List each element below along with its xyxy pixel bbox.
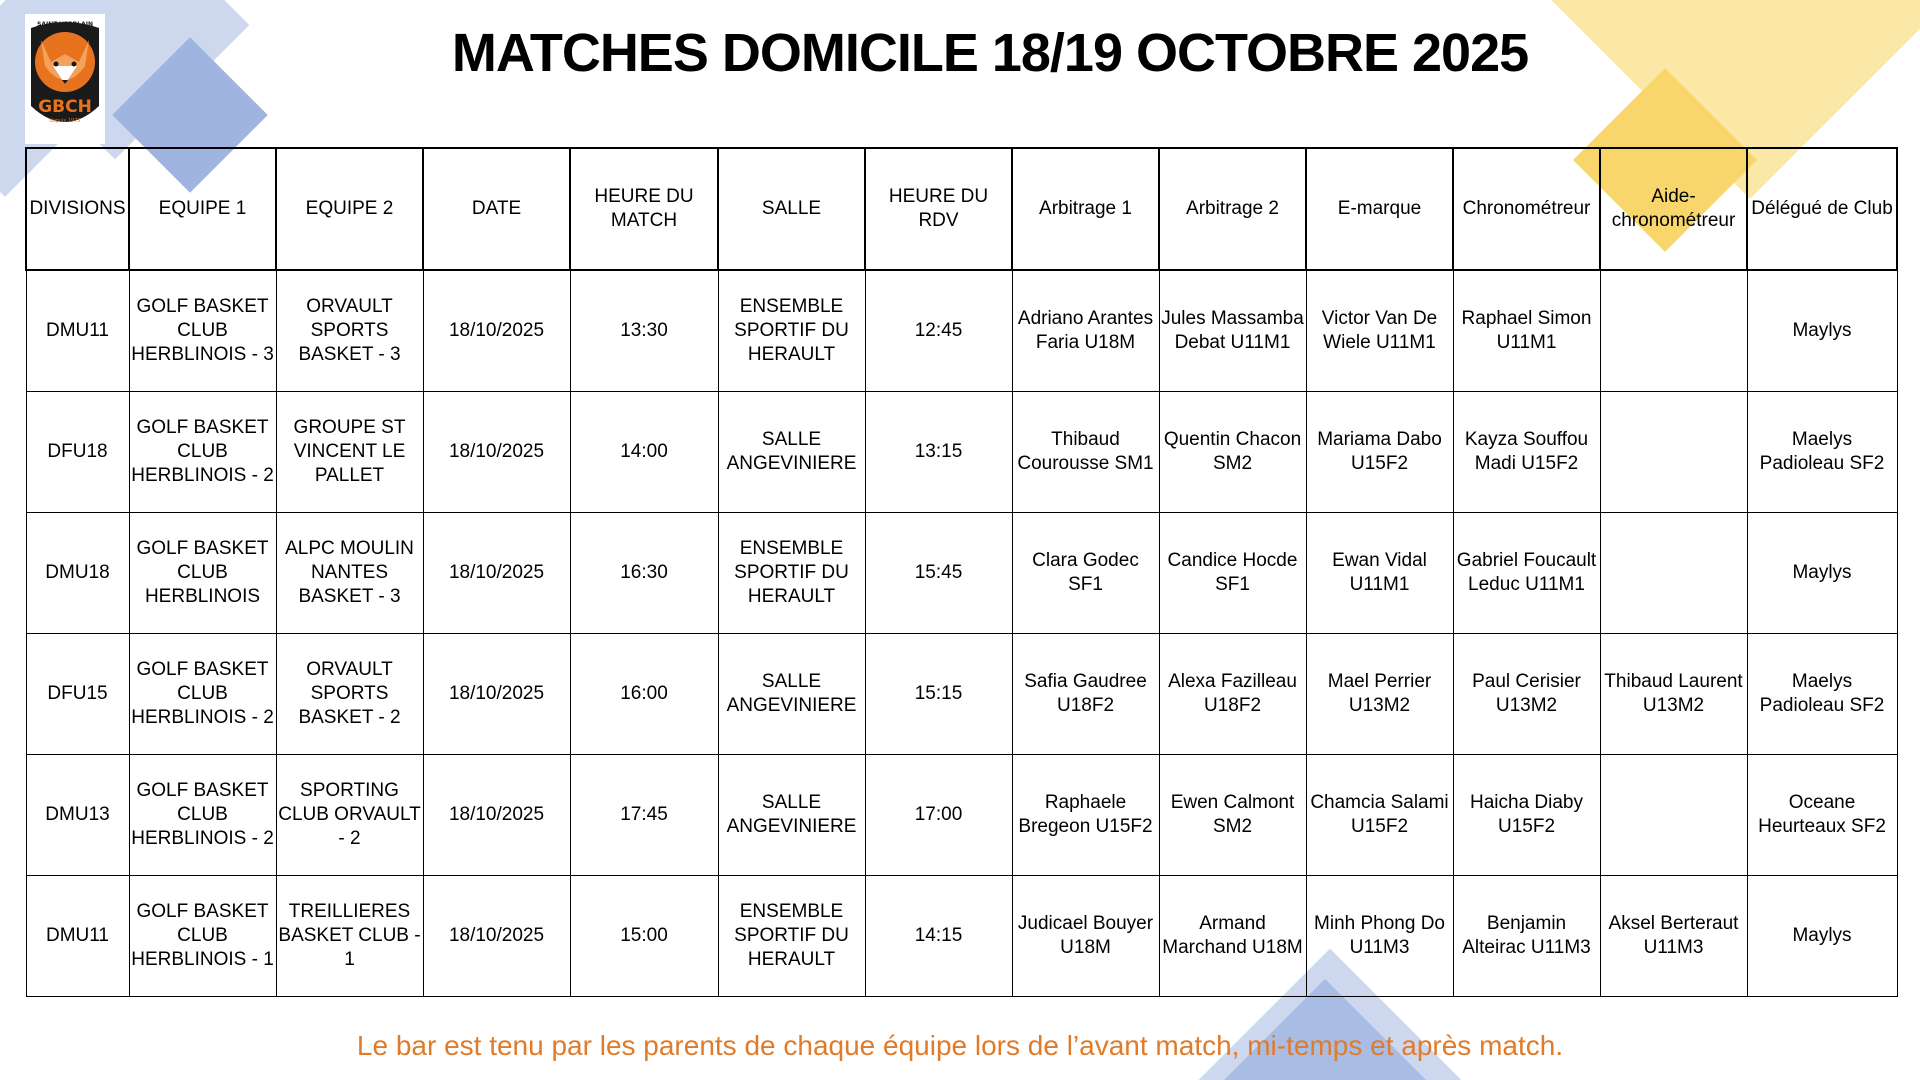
table-cell: 17:45 bbox=[570, 755, 718, 876]
table-cell: ORVAULT SPORTS BASKET - 2 bbox=[276, 634, 423, 755]
column-header: SALLE bbox=[718, 148, 865, 270]
column-header: Arbitrage 1 bbox=[1012, 148, 1159, 270]
table-cell: DMU18 bbox=[26, 513, 129, 634]
table-cell: SALLE ANGEVINIERE bbox=[718, 392, 865, 513]
table-cell: DMU13 bbox=[26, 755, 129, 876]
table-cell: GOLF BASKET CLUB HERBLINOIS - 3 bbox=[129, 270, 276, 392]
table-cell: 18/10/2025 bbox=[423, 392, 570, 513]
table-cell: Thibaud Courousse SM1 bbox=[1012, 392, 1159, 513]
table-cell: 15:00 bbox=[570, 876, 718, 997]
table-cell: ORVAULT SPORTS BASKET - 3 bbox=[276, 270, 423, 392]
table-cell bbox=[1600, 755, 1747, 876]
table-cell: Maelys Padioleau SF2 bbox=[1747, 392, 1897, 513]
table-cell: Chamcia Salami U15F2 bbox=[1306, 755, 1453, 876]
table-cell: Ewan Vidal U11M1 bbox=[1306, 513, 1453, 634]
table-row bbox=[26, 755, 1897, 876]
table-cell: ENSEMBLE SPORTIF DU HERAULT bbox=[718, 270, 865, 392]
table-cell: 13:30 bbox=[570, 270, 718, 392]
table-cell: Gabriel Foucault Leduc U11M1 bbox=[1453, 513, 1600, 634]
table-cell: Minh Phong Do U11M3 bbox=[1306, 876, 1453, 997]
table-cell: Ewen Calmont SM2 bbox=[1159, 755, 1306, 876]
table-cell: Alexa Fazilleau U18F2 bbox=[1159, 634, 1306, 755]
table-cell: Raphaele Bregeon U15F2 bbox=[1012, 755, 1159, 876]
column-header: Arbitrage 2 bbox=[1159, 148, 1306, 270]
table-cell: Clara Godec SF1 bbox=[1012, 513, 1159, 634]
table-cell: DFU18 bbox=[26, 392, 129, 513]
table-cell: Oceane Heurteaux SF2 bbox=[1747, 755, 1897, 876]
table-cell: Judicael Bouyer U18M bbox=[1012, 876, 1159, 997]
table-cell: 16:30 bbox=[570, 513, 718, 634]
table-cell: GOLF BASKET CLUB HERBLINOIS bbox=[129, 513, 276, 634]
svg-text:SAINT-HERBLAIN: SAINT-HERBLAIN bbox=[37, 21, 93, 28]
table-cell: Benjamin Alteirac U11M3 bbox=[1453, 876, 1600, 997]
table-cell: 12:45 bbox=[865, 270, 1012, 392]
table-cell: 18/10/2025 bbox=[423, 513, 570, 634]
column-header: E-marque bbox=[1306, 148, 1453, 270]
svg-text:GBCH: GBCH bbox=[38, 97, 92, 117]
table-row bbox=[26, 513, 1897, 634]
table-cell: Maelys Padioleau SF2 bbox=[1747, 634, 1897, 755]
table-cell: Aksel Berteraut U11M3 bbox=[1600, 876, 1747, 997]
table-cell bbox=[1600, 270, 1747, 392]
table-cell: Jules Massamba Debat U11M1 bbox=[1159, 270, 1306, 392]
column-header: DIVISIONS bbox=[26, 148, 129, 270]
column-header: Aide-chronométreur bbox=[1600, 148, 1747, 270]
table-cell: DMU11 bbox=[26, 876, 129, 997]
table-cell: DFU15 bbox=[26, 634, 129, 755]
table-row bbox=[26, 392, 1897, 513]
table-cell: 13:15 bbox=[865, 392, 1012, 513]
table-cell: GOLF BASKET CLUB HERBLINOIS - 1 bbox=[129, 876, 276, 997]
table-cell bbox=[1600, 392, 1747, 513]
table-header-row bbox=[26, 148, 1897, 270]
table-cell: GOLF BASKET CLUB HERBLINOIS - 2 bbox=[129, 392, 276, 513]
column-header: HEURE DU RDV bbox=[865, 148, 1012, 270]
table-cell: 18/10/2025 bbox=[423, 755, 570, 876]
table-cell: ENSEMBLE SPORTIF DU HERAULT bbox=[718, 513, 865, 634]
table-cell: 14:15 bbox=[865, 876, 1012, 997]
table-cell: Kayza Souffou Madi U15F2 bbox=[1453, 392, 1600, 513]
table-cell: SALLE ANGEVINIERE bbox=[718, 755, 865, 876]
table-cell: Paul Cerisier U13M2 bbox=[1453, 634, 1600, 755]
table-cell: Mael Perrier U13M2 bbox=[1306, 634, 1453, 755]
table-cell: Victor Van De Wiele U11M1 bbox=[1306, 270, 1453, 392]
table-cell: Mariama Dabo U15F2 bbox=[1306, 392, 1453, 513]
table-cell: 16:00 bbox=[570, 634, 718, 755]
table-cell: GROUPE ST VINCENT LE PALLET bbox=[276, 392, 423, 513]
table-cell: Raphael Simon U11M1 bbox=[1453, 270, 1600, 392]
column-header: DATE bbox=[423, 148, 570, 270]
table-cell: TREILLIERES BASKET CLUB - 1 bbox=[276, 876, 423, 997]
table-cell: Adriano Arantes Faria U18M bbox=[1012, 270, 1159, 392]
table-cell: DMU11 bbox=[26, 270, 129, 392]
table-cell: Maylys bbox=[1747, 513, 1897, 634]
table-row bbox=[26, 876, 1897, 997]
column-header: Délégué de Club bbox=[1747, 148, 1897, 270]
table-cell: Haicha Diaby U15F2 bbox=[1453, 755, 1600, 876]
table-cell: Candice Hocde SF1 bbox=[1159, 513, 1306, 634]
column-header: Chronométreur bbox=[1453, 148, 1600, 270]
table-cell: Armand Marchand U18M bbox=[1159, 876, 1306, 997]
svg-text:depuis 1975: depuis 1975 bbox=[49, 118, 81, 124]
table-cell: 18/10/2025 bbox=[423, 876, 570, 997]
table-cell: Maylys bbox=[1747, 876, 1897, 997]
table-cell: SPORTING CLUB ORVAULT - 2 bbox=[276, 755, 423, 876]
table-cell: 14:00 bbox=[570, 392, 718, 513]
table-cell: Quentin Chacon SM2 bbox=[1159, 392, 1306, 513]
column-header: EQUIPE 1 bbox=[129, 148, 276, 270]
match-schedule-table bbox=[25, 147, 1898, 997]
table-cell: Thibaud Laurent U13M2 bbox=[1600, 634, 1747, 755]
column-header: HEURE DU MATCH bbox=[570, 148, 718, 270]
table-cell: 18/10/2025 bbox=[423, 270, 570, 392]
page-title: MATCHES DOMICILE 18/19 OCTOBRE 2025 bbox=[451, 23, 1529, 83]
table-cell: Maylys bbox=[1747, 270, 1897, 392]
column-header: EQUIPE 2 bbox=[276, 148, 423, 270]
table-cell: SALLE ANGEVINIERE bbox=[718, 634, 865, 755]
table-cell: GOLF BASKET CLUB HERBLINOIS - 2 bbox=[129, 634, 276, 755]
table-cell: 17:00 bbox=[865, 755, 1012, 876]
table-cell: 15:45 bbox=[865, 513, 1012, 634]
table-cell: Safia Gaudree U18F2 bbox=[1012, 634, 1159, 755]
table-cell bbox=[1600, 513, 1747, 634]
table-row bbox=[26, 270, 1897, 392]
table-cell: 15:15 bbox=[865, 634, 1012, 755]
table-row bbox=[26, 634, 1897, 755]
table-cell: ENSEMBLE SPORTIF DU HERAULT bbox=[718, 876, 865, 997]
table-cell: 18/10/2025 bbox=[423, 634, 570, 755]
footer-note: Le bar est tenu par les parents de chaque équipe lors de l’avant match, mi-temps et après match. bbox=[356, 1030, 1564, 1061]
table-cell: GOLF BASKET CLUB HERBLINOIS - 2 bbox=[129, 755, 276, 876]
table-cell: ALPC MOULIN NANTES BASKET - 3 bbox=[276, 513, 423, 634]
